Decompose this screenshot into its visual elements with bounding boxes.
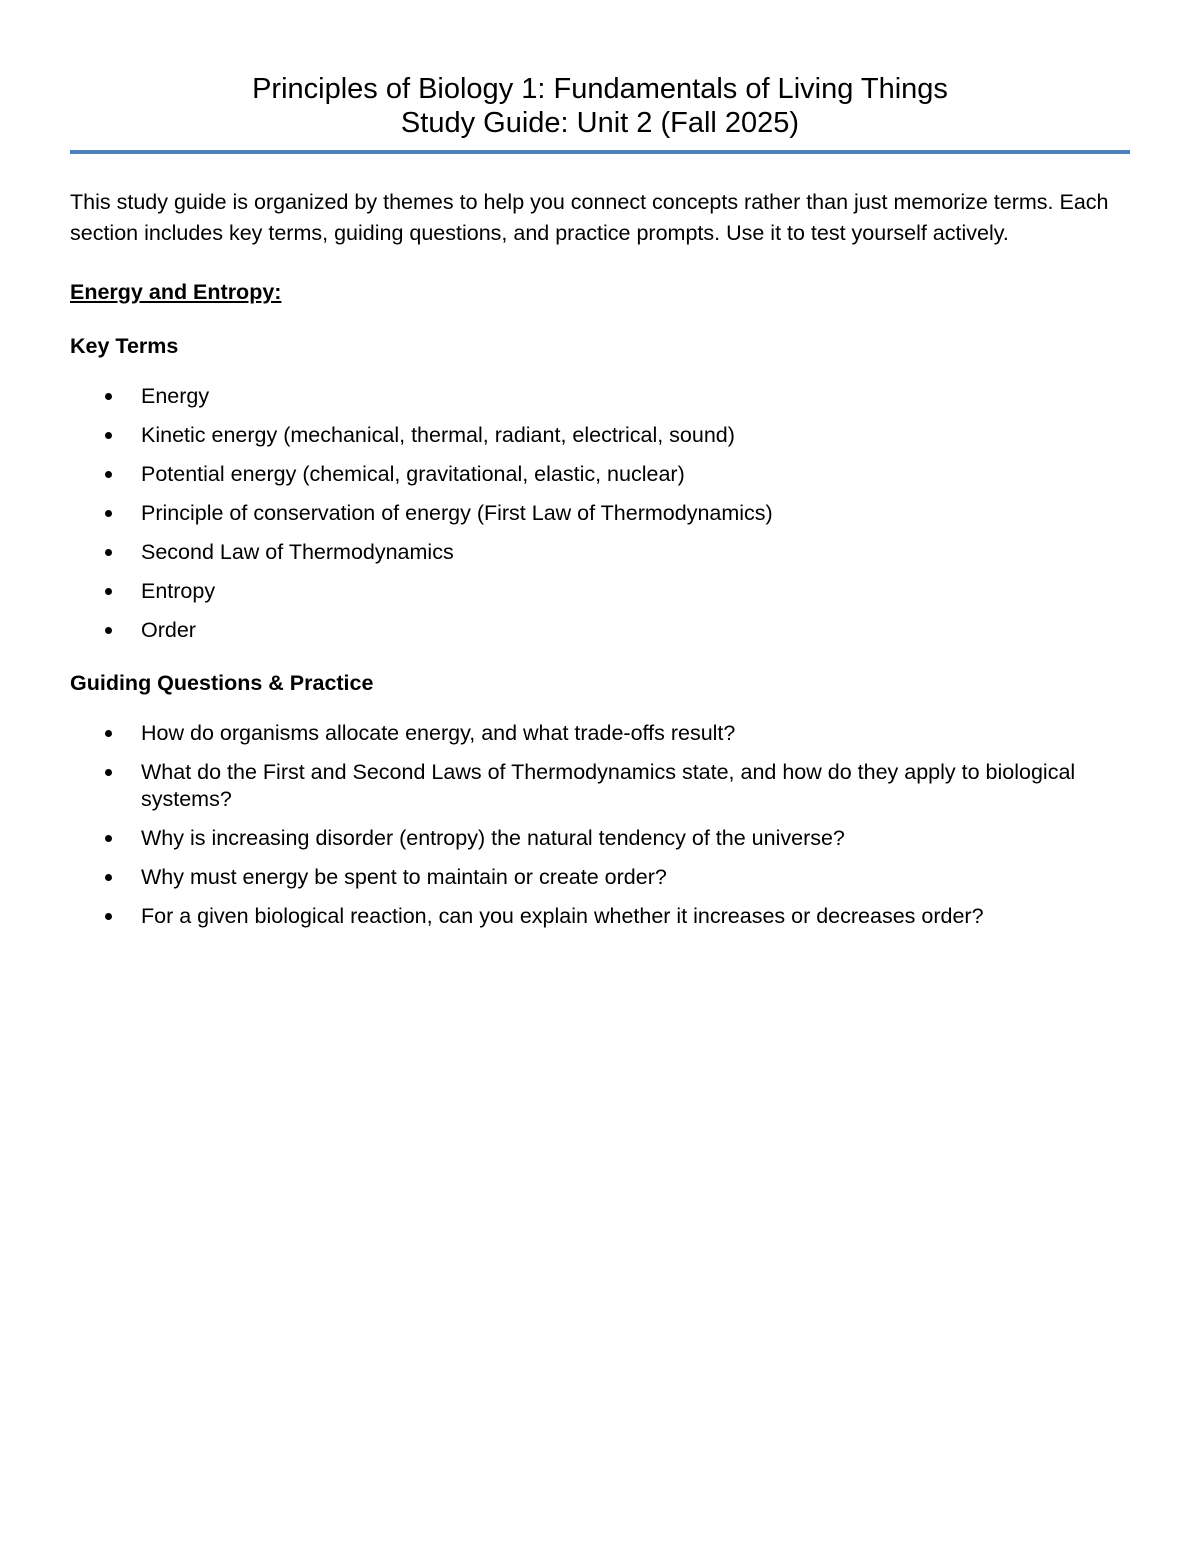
key-term-text: Order [141, 618, 196, 642]
bullet-icon [105, 835, 112, 842]
bullet-icon [105, 769, 112, 776]
key-term-text: Principle of conservation of energy (First Law of Thermodynamics) [141, 501, 773, 525]
list-item [70, 617, 1141, 644]
list-item [70, 578, 1141, 605]
list-item [70, 759, 1141, 813]
bullet-icon [105, 549, 112, 556]
guide-title: Study Guide: Unit 2 (Fall 2025) [400, 107, 800, 139]
key-terms-list [70, 383, 1130, 644]
course-title: Principles of Biology 1: Fundamentals of Living Things [252, 73, 948, 105]
list-item [70, 864, 1141, 891]
bullet-icon [105, 913, 112, 920]
bullet-icon [105, 510, 112, 517]
list-item [70, 500, 1141, 527]
question-text: What do the First and Second Laws of Thermodynamics state, and how do they apply to biological systems? [141, 760, 1076, 811]
list-item [70, 903, 1141, 930]
title-divider [70, 150, 1130, 154]
key-term-text: Potential energy (chemical, gravitational, elastic, nuclear) [141, 462, 685, 486]
section-heading: Energy and Entropy: [70, 280, 282, 304]
key-term-text: Second Law of Thermodynamics [141, 540, 454, 564]
question-text: Why must energy be spent to maintain or create order? [141, 865, 667, 889]
key-term-text: Energy [141, 384, 210, 408]
bullet-icon [105, 627, 112, 634]
bullet-icon [105, 393, 112, 400]
list-item [70, 422, 1141, 449]
question-text: How do organisms allocate energy, and what trade-offs result? [141, 721, 736, 745]
key-terms-heading: Key Terms [70, 334, 179, 358]
questions-heading: Guiding Questions & Practice [70, 671, 374, 695]
bullet-icon [105, 588, 112, 595]
intro-paragraph: This study guide is organized by themes to help you connect concepts rather than just memorize terms. Each section includes key terms, guiding questions, and practice prompts. Use it to test yourself actively. [70, 190, 1109, 245]
questions-list [70, 720, 1130, 930]
bullet-icon [105, 730, 112, 737]
key-term-text: Kinetic energy (mechanical, thermal, radiant, electrical, sound) [141, 423, 735, 447]
list-item [70, 720, 1141, 747]
list-item [70, 825, 1141, 852]
bullet-icon [105, 874, 112, 881]
title-block [70, 72, 1130, 140]
bullet-icon [105, 471, 112, 478]
question-text: Why is increasing disorder (entropy) the natural tendency of the universe? [141, 826, 845, 850]
list-item [70, 383, 1141, 410]
list-item [70, 461, 1141, 488]
list-item [70, 539, 1141, 566]
question-text: For a given biological reaction, can you explain whether it increases or decreases order? [141, 904, 984, 928]
key-term-text: Entropy [141, 579, 216, 603]
document-page [70, 0, 1130, 942]
bullet-icon [105, 432, 112, 439]
